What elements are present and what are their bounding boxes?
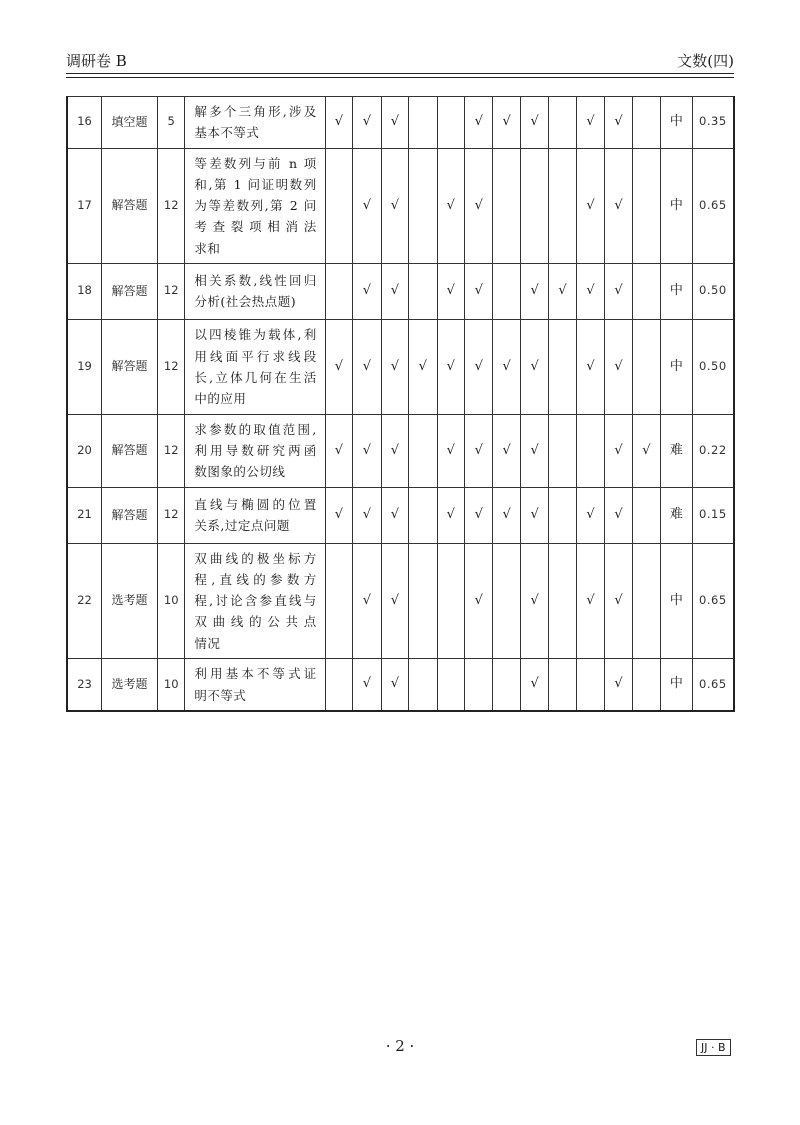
description-line: 直线与椭圆的位置 [194, 496, 317, 512]
check-cell [325, 543, 352, 658]
check-cell: √ [381, 319, 408, 414]
check-cell: √ [493, 414, 520, 487]
description-line: 双曲线的公共点 [194, 614, 317, 630]
description-line: 程,讨论含参直线与 [194, 593, 317, 608]
check-cell: √ [520, 414, 548, 487]
difficulty-cell: 中 [661, 319, 693, 414]
difficulty-rate: 0.65 [692, 658, 734, 711]
check-cell: √ [353, 543, 381, 658]
question-type: 解答题 [102, 319, 158, 414]
check-cell: √ [353, 414, 381, 487]
question-number: 19 [67, 319, 102, 414]
description-line: 数图象的公切线 [194, 464, 286, 480]
question-number: 18 [67, 263, 102, 319]
check-cell [409, 148, 437, 263]
check-cell: √ [437, 148, 464, 263]
difficulty-rate: 0.65 [692, 148, 734, 263]
description-line: 等差数列与前 n 项 [194, 155, 317, 171]
check-cell [493, 543, 520, 658]
description-line: 分析(社会热点题) [194, 294, 297, 310]
question-description [185, 148, 325, 263]
page-header [66, 50, 734, 72]
description-line: 利用导数研究两函 [194, 443, 317, 458]
question-type: 解答题 [102, 487, 158, 543]
check-cell [549, 148, 576, 263]
check-cell: √ [437, 487, 464, 543]
question-score: 12 [157, 263, 184, 319]
check-cell: √ [605, 543, 632, 658]
check-cell [325, 148, 352, 263]
check-cell [409, 97, 437, 149]
check-cell [437, 97, 464, 149]
check-cell: √ [576, 487, 604, 543]
check-cell [493, 148, 520, 263]
question-type: 选考题 [102, 658, 158, 711]
question-number: 22 [67, 543, 102, 658]
page-number: · 2 · [385, 1037, 415, 1055]
difficulty-rate: 0.65 [692, 543, 734, 658]
check-cell [576, 658, 604, 711]
check-cell [632, 658, 660, 711]
check-cell [493, 263, 520, 319]
question-type: 填空题 [102, 97, 158, 149]
difficulty-rate: 0.22 [692, 414, 734, 487]
check-cell [549, 658, 576, 711]
difficulty-rate: 0.50 [692, 319, 734, 414]
description-line: 双曲线的极坐标方 [194, 550, 317, 566]
check-cell [464, 658, 492, 711]
check-cell: √ [353, 487, 381, 543]
check-cell: √ [605, 148, 632, 263]
check-cell [520, 148, 548, 263]
description-line: 中的应用 [194, 391, 247, 406]
question-type: 选考题 [102, 543, 158, 658]
check-cell: √ [381, 414, 408, 487]
description-line: 用线面平行求线段 [194, 348, 317, 364]
question-description [185, 414, 325, 487]
description-line: 为等差数列,第 2 问 [194, 198, 317, 213]
check-cell: √ [381, 543, 408, 658]
check-cell: √ [381, 263, 408, 319]
check-cell [632, 263, 660, 319]
table-row [67, 414, 734, 487]
question-type: 解答题 [102, 148, 158, 263]
check-cell [549, 319, 576, 414]
check-cell: √ [353, 658, 381, 711]
question-score: 12 [157, 319, 184, 414]
check-cell: √ [605, 97, 632, 149]
check-cell [632, 543, 660, 658]
check-cell: √ [325, 319, 352, 414]
description-line: 考查裂项相消法 [194, 219, 317, 235]
difficulty-cell: 中 [661, 97, 693, 149]
check-cell: √ [464, 487, 492, 543]
check-cell: √ [437, 414, 464, 487]
description-line: 和,第 1 问证明数列 [194, 176, 317, 192]
difficulty-rate: 0.15 [692, 487, 734, 543]
description-line: 解多个三角形,涉及 [194, 104, 317, 119]
question-score: 10 [157, 658, 184, 711]
check-cell [576, 414, 604, 487]
check-cell: √ [605, 658, 632, 711]
check-cell: √ [381, 487, 408, 543]
description-line: 求和 [194, 240, 221, 256]
check-cell: √ [381, 148, 408, 263]
difficulty-cell: 中 [661, 148, 693, 263]
question-description [185, 543, 325, 658]
check-cell: √ [437, 263, 464, 319]
check-cell: √ [605, 414, 632, 487]
check-cell: √ [325, 97, 352, 149]
check-cell: √ [576, 319, 604, 414]
check-cell: √ [520, 263, 548, 319]
question-description [185, 487, 325, 543]
check-cell: √ [576, 543, 604, 658]
check-cell [437, 543, 464, 658]
question-score: 10 [157, 543, 184, 658]
question-score: 12 [157, 414, 184, 487]
check-cell: √ [520, 319, 548, 414]
check-cell [409, 543, 437, 658]
check-cell: √ [464, 414, 492, 487]
check-cell: √ [520, 658, 548, 711]
check-cell: √ [353, 319, 381, 414]
check-cell [409, 414, 437, 487]
table-row [67, 319, 734, 414]
difficulty-cell: 中 [661, 658, 693, 711]
table-row [67, 97, 734, 149]
question-number: 16 [67, 97, 102, 149]
description-line: 求参数的取值范围, [194, 421, 317, 437]
check-cell [549, 97, 576, 149]
exam-title: 调研卷 B [66, 52, 127, 70]
check-cell: √ [549, 263, 576, 319]
difficulty-rate: 0.35 [692, 97, 734, 149]
check-cell: √ [632, 414, 660, 487]
difficulty-rate: 0.50 [692, 263, 734, 319]
check-cell: √ [325, 414, 352, 487]
question-type: 解答题 [102, 414, 158, 487]
subject-label: 文数(四) [677, 52, 734, 70]
question-description [185, 97, 325, 149]
check-cell [493, 658, 520, 711]
check-cell: √ [464, 148, 492, 263]
check-cell: √ [353, 148, 381, 263]
check-cell: √ [437, 319, 464, 414]
analysis-table [66, 96, 735, 712]
check-cell [632, 148, 660, 263]
check-cell: √ [493, 487, 520, 543]
check-cell: √ [464, 543, 492, 658]
paper-code: JJ · B [696, 1039, 731, 1056]
check-cell [409, 658, 437, 711]
header-rule-thick [66, 73, 734, 74]
question-description [185, 263, 325, 319]
question-number: 21 [67, 487, 102, 543]
check-cell: √ [576, 97, 604, 149]
check-cell: √ [464, 263, 492, 319]
check-cell: √ [520, 487, 548, 543]
question-score: 12 [157, 148, 184, 263]
check-cell: √ [325, 487, 352, 543]
table-row [67, 658, 734, 711]
difficulty-cell: 中 [661, 543, 693, 658]
check-cell: √ [409, 319, 437, 414]
description-line: 长,立体几何在生活 [194, 369, 317, 385]
check-cell: √ [381, 97, 408, 149]
description-line: 明不等式 [194, 687, 247, 703]
description-line: 关系,过定点问题 [194, 518, 290, 533]
check-cell [409, 263, 437, 319]
check-cell [632, 487, 660, 543]
check-cell [549, 487, 576, 543]
description-line: 程,直线的参数方 [194, 571, 317, 587]
table-row [67, 543, 734, 658]
question-number: 20 [67, 414, 102, 487]
question-description [185, 319, 325, 414]
check-cell: √ [605, 263, 632, 319]
header-rule-thin [66, 77, 734, 78]
check-cell [409, 487, 437, 543]
check-cell [632, 319, 660, 414]
check-cell: √ [493, 97, 520, 149]
check-cell: √ [381, 658, 408, 711]
description-line: 以四棱锥为载体,利 [194, 327, 317, 343]
check-cell: √ [493, 319, 520, 414]
table-row [67, 148, 734, 263]
description-line: 基本不等式 [194, 125, 260, 141]
question-type: 解答题 [102, 263, 158, 319]
check-cell [549, 414, 576, 487]
table-row [67, 263, 734, 319]
question-score: 12 [157, 487, 184, 543]
question-number: 23 [67, 658, 102, 711]
check-cell: √ [520, 543, 548, 658]
question-score: 5 [157, 97, 184, 149]
table-row [67, 487, 734, 543]
check-cell: √ [353, 97, 381, 149]
check-cell [325, 263, 352, 319]
check-cell [325, 658, 352, 711]
check-cell: √ [605, 319, 632, 414]
question-number: 17 [67, 148, 102, 263]
check-cell [632, 97, 660, 149]
check-cell: √ [605, 487, 632, 543]
description-line: 情况 [194, 635, 221, 651]
check-cell: √ [464, 97, 492, 149]
check-cell: √ [576, 148, 604, 263]
check-cell: √ [353, 263, 381, 319]
check-cell [549, 543, 576, 658]
question-description [185, 658, 325, 711]
check-cell: √ [464, 319, 492, 414]
check-cell: √ [520, 97, 548, 149]
description-line: 利用基本不等式证 [194, 666, 317, 682]
difficulty-cell: 难 [661, 414, 693, 487]
check-cell [437, 658, 464, 711]
difficulty-cell: 难 [661, 487, 693, 543]
description-line: 相关系数,线性回归 [194, 273, 317, 288]
check-cell: √ [576, 263, 604, 319]
difficulty-cell: 中 [661, 263, 693, 319]
